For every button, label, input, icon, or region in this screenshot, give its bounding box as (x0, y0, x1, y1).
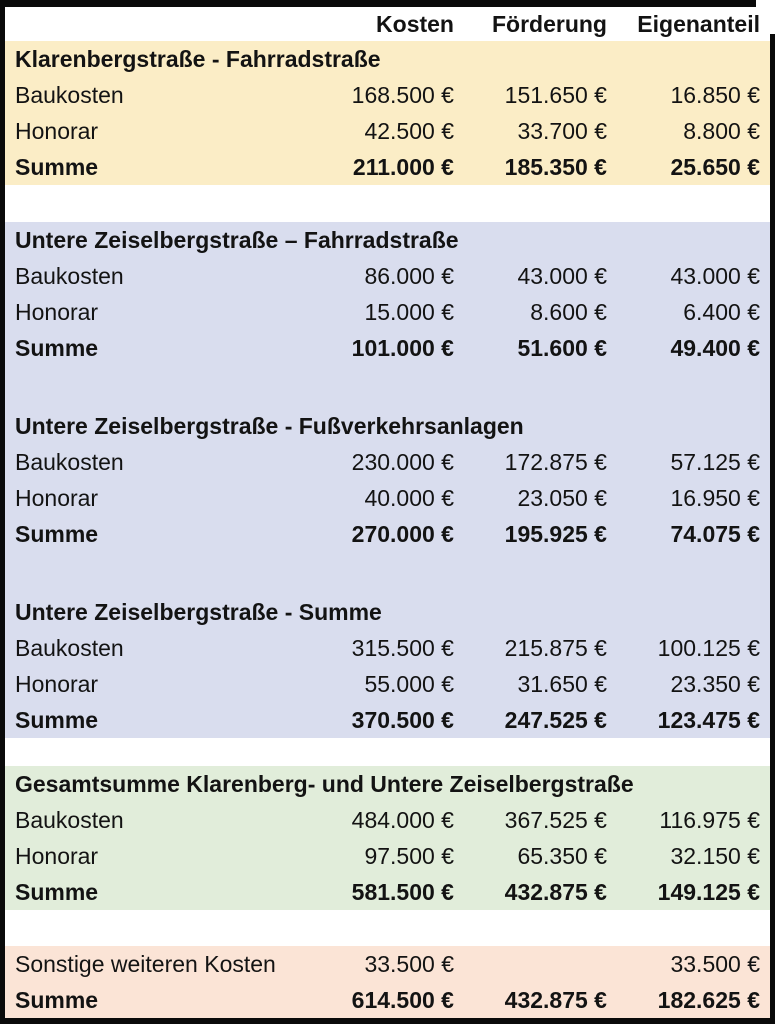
summe-row (5, 330, 770, 366)
section-title-row (5, 766, 770, 802)
cell-kosten: 168.500 € (351, 81, 454, 108)
section-title-row (5, 594, 770, 630)
table-row (5, 946, 770, 982)
row-label: Honorar (15, 298, 99, 325)
table-row (5, 294, 770, 330)
cell-foerderung: 23.050 € (517, 484, 607, 511)
row-label: Baukosten (15, 262, 124, 289)
summe-row (5, 516, 770, 552)
cell-kosten: 33.500 € (364, 950, 454, 977)
summe-row (5, 982, 770, 1018)
cell-eigenanteil: 25.650 € (670, 153, 760, 180)
row-label: Baukosten (15, 634, 124, 661)
cell-foerderung: 172.875 € (504, 448, 607, 475)
cell-kosten: 581.500 € (351, 878, 454, 905)
cell-kosten: 40.000 € (364, 484, 454, 511)
row-label: Honorar (15, 842, 99, 869)
row-label: Honorar (15, 117, 99, 144)
spacer-row (5, 910, 770, 946)
cell-foerderung: 8.600 € (530, 298, 607, 325)
cell-eigenanteil: 100.125 € (657, 634, 760, 661)
cell-eigenanteil: 74.075 € (670, 520, 760, 547)
cell-kosten: 230.000 € (351, 448, 454, 475)
cell-eigenanteil: 43.000 € (670, 262, 760, 289)
cell-eigenanteil: 32.150 € (670, 842, 760, 869)
section-title: Gesamtsumme Klarenberg- und Untere Zeiselbergstraße (15, 770, 634, 797)
cell-kosten: 15.000 € (364, 298, 454, 325)
row-label: Honorar (15, 484, 99, 511)
summe-row (5, 702, 770, 738)
cell-foerderung: 367.525 € (504, 806, 607, 833)
section-title: Untere Zeiselbergstraße – Fahrradstraße (15, 226, 459, 253)
cell-kosten: 614.500 € (351, 986, 454, 1013)
spacer-row (5, 366, 770, 408)
header-foerderung: Förderung (491, 10, 607, 37)
row-label: Baukosten (15, 448, 124, 475)
spacer-row (5, 185, 770, 222)
cell-foerderung: 33.700 € (517, 117, 607, 144)
cell-eigenanteil: 57.125 € (670, 448, 760, 475)
cell-eigenanteil: 6.400 € (683, 298, 760, 325)
row-label: Honorar (15, 670, 99, 697)
cell-kosten: 55.000 € (364, 670, 454, 697)
cell-foerderung: 215.875 € (504, 634, 607, 661)
cell-kosten: 270.000 € (351, 520, 454, 547)
cell-eigenanteil: 23.350 € (670, 670, 760, 697)
spacer-row (5, 738, 770, 766)
cost-table (5, 7, 770, 1018)
table-row (5, 802, 770, 838)
spacer-row (5, 552, 770, 594)
cell-eigenanteil: 123.475 € (657, 706, 760, 733)
section-title: Untere Zeiselbergstraße - Summe (15, 598, 382, 625)
row-label: Summe (15, 153, 99, 180)
section-title-row (5, 222, 770, 258)
section-title-row (5, 408, 770, 444)
cell-eigenanteil: 116.975 € (659, 806, 760, 833)
cell-eigenanteil: 182.625 € (657, 986, 760, 1013)
row-label: Baukosten (15, 806, 124, 833)
cell-eigenanteil: 33.500 € (670, 950, 760, 977)
table-row (5, 444, 770, 480)
table-row (5, 480, 770, 516)
cell-foerderung: 51.600 € (517, 334, 607, 361)
header-kosten: Kosten (376, 10, 454, 37)
cell-kosten: 211.000 € (352, 153, 454, 180)
table-border-bottom (0, 1018, 775, 1024)
cell-kosten: 315.500 € (351, 634, 454, 661)
cell-eigenanteil: 16.950 € (670, 484, 760, 511)
table-row (5, 630, 770, 666)
column-header-row (5, 7, 770, 41)
row-label: Summe (15, 520, 99, 547)
table-row (5, 838, 770, 874)
cell-foerderung: 195.925 € (504, 520, 607, 547)
cell-foerderung: 43.000 € (517, 262, 607, 289)
summe-row (5, 149, 770, 185)
table-row (5, 666, 770, 702)
cell-kosten: 42.500 € (364, 117, 454, 144)
cell-kosten: 484.000 € (351, 806, 454, 833)
table-row (5, 258, 770, 294)
row-label: Summe (15, 986, 99, 1013)
cell-eigenanteil: 149.125 € (657, 878, 760, 905)
section-title: Klarenbergstraße - Fahrradstraße (15, 45, 381, 72)
cell-eigenanteil: 16.850 € (670, 81, 760, 108)
cell-foerderung: 432.875 € (504, 878, 607, 905)
cell-foerderung (464, 946, 617, 982)
row-label: Baukosten (15, 81, 124, 108)
summe-row (5, 874, 770, 910)
section-title-row (5, 41, 770, 77)
row-label: Summe (15, 878, 99, 905)
cell-kosten: 97.500 € (364, 842, 454, 869)
table-border-right (770, 34, 775, 1024)
table-border-top (0, 0, 756, 7)
cell-foerderung: 185.350 € (504, 153, 607, 180)
cell-foerderung: 65.350 € (517, 842, 607, 869)
cell-eigenanteil: 8.800 € (683, 117, 760, 144)
table-row (5, 113, 770, 149)
section-title: Untere Zeiselbergstraße - Fußverkehrsanlagen (15, 412, 524, 439)
cell-kosten: 370.500 € (351, 706, 454, 733)
header-eigenanteil: Eigenanteil (637, 10, 760, 37)
cell-kosten: 101.000 € (351, 334, 454, 361)
cell-eigenanteil: 49.400 € (670, 334, 760, 361)
header-empty-cell (5, 7, 296, 41)
row-label: Sonstige weiteren Kosten (15, 950, 276, 977)
table-content (5, 7, 770, 1018)
cell-foerderung: 432.875 € (504, 986, 607, 1013)
table-row (5, 77, 770, 113)
row-label: Summe (15, 706, 99, 733)
cell-foerderung: 31.650 € (517, 670, 607, 697)
row-label: Summe (15, 334, 99, 361)
cell-foerderung: 247.525 € (504, 706, 607, 733)
cell-kosten: 86.000 € (364, 262, 454, 289)
cell-foerderung: 151.650 € (504, 81, 607, 108)
